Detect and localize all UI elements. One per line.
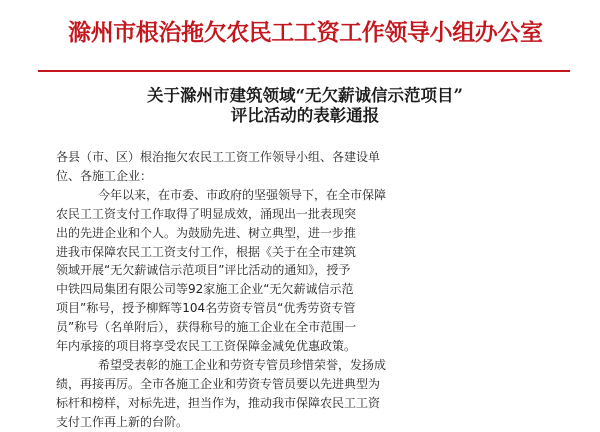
letterhead-divider	[38, 70, 570, 72]
salutation-line: 位、各施工企业：	[56, 168, 153, 183]
body-line: 中铁四局集团有限公司等92家施工企业“无欠薪诚信示范	[56, 282, 354, 297]
red-letterhead	[0, 0, 600, 72]
body-line: 希望受表彰的施工企业和劳资专管员珍惜荣誉，发扬成	[98, 357, 387, 372]
body-line: 支付工作再上新的台阶。	[56, 414, 189, 429]
body-line: 项目”称号，授予柳辉等104名劳资专管员“优秀劳资专管	[56, 301, 356, 316]
body-line: 出的先进企业和个人。为鼓励先进、树立典型，进一步推	[56, 225, 357, 240]
document-body	[56, 148, 580, 432]
title-line: 关于滁州市建筑领域“无欠薪诚信示范项目”	[147, 86, 463, 105]
body-line: 年内承接的项目将享受农民工工资保障金减免优惠政策。	[56, 339, 357, 354]
body-line: 领域开展“无欠薪诚信示范项目”评比活动的通知》，授予	[56, 263, 351, 278]
body-line: 进我市保障农民工工资支付工作，根据《关于在全市建筑	[56, 244, 357, 259]
issuing-office-name: 滁州市根治拖欠农民工工资工作领导小组办公室	[68, 19, 543, 46]
body-line: 员”称号（名单附后），获得称号的施工企业在全市范围一	[56, 320, 357, 335]
body-line: 农民工工资支付工作取得了明显成效，涌现出一批表现突	[56, 206, 357, 221]
body-line: 标杆和榜样，对标先进，担当作为，推动我市保障农民工工资	[56, 395, 381, 410]
document-title	[70, 86, 540, 126]
salutation-line: 各县（市、区）根治拖欠农民工工资工作领导小组、各建设单	[56, 150, 381, 164]
body-line: 今年以来，在市委、市政府的坚强领导下，在全市保障	[98, 187, 387, 202]
title-line: 评比活动的表彰通报	[230, 106, 380, 125]
body-line: 绩，再接再厉。全市各施工企业和劳资专管员要以先进典型为	[56, 376, 381, 391]
